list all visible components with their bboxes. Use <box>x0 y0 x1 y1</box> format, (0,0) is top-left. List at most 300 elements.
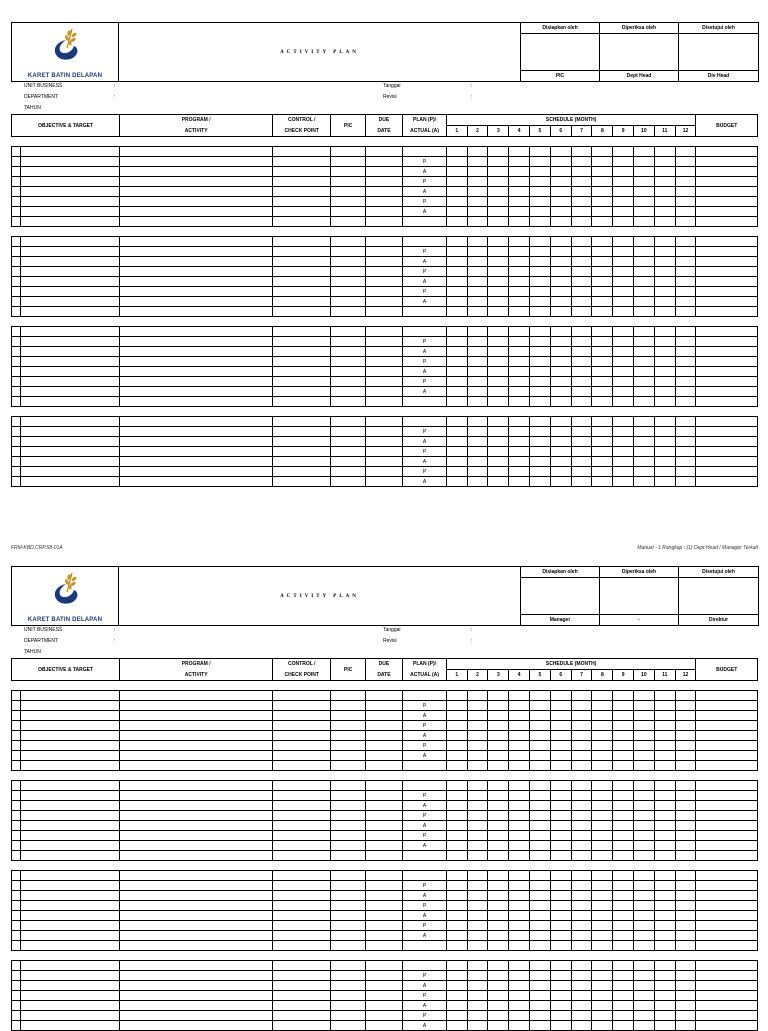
month-cell[interactable] <box>592 761 613 771</box>
budget-cell[interactable] <box>696 247 758 257</box>
month-cell[interactable] <box>613 1011 634 1021</box>
month-cell[interactable] <box>592 357 613 367</box>
row-marker-cell[interactable] <box>12 991 21 1001</box>
month-cell[interactable] <box>613 357 634 367</box>
month-cell[interactable] <box>675 1021 696 1031</box>
month-cell[interactable] <box>613 437 634 447</box>
month-cell[interactable] <box>488 337 509 347</box>
month-cell[interactable] <box>488 377 509 387</box>
month-cell[interactable] <box>592 931 613 941</box>
row-marker-cell[interactable] <box>12 477 21 487</box>
month-cell[interactable] <box>550 447 571 457</box>
month-cell[interactable] <box>550 941 571 951</box>
row-marker-cell[interactable] <box>12 457 21 467</box>
pic-cell[interactable] <box>331 167 365 177</box>
due-date-cell[interactable] <box>365 1011 402 1021</box>
month-cell[interactable] <box>550 731 571 741</box>
month-cell[interactable] <box>654 307 675 317</box>
month-cell[interactable] <box>613 177 634 187</box>
budget-cell[interactable] <box>696 1021 758 1031</box>
objective-cell[interactable] <box>21 971 120 981</box>
month-cell[interactable] <box>571 357 592 367</box>
month-cell[interactable] <box>550 327 571 337</box>
sig-box-checked[interactable] <box>600 34 679 71</box>
objective-cell[interactable] <box>21 327 120 337</box>
budget-cell[interactable] <box>696 437 758 447</box>
budget-cell[interactable] <box>696 337 758 347</box>
month-cell[interactable] <box>654 277 675 287</box>
due-date-cell[interactable] <box>365 427 402 437</box>
month-cell[interactable] <box>530 177 551 187</box>
program-cell[interactable] <box>120 891 273 901</box>
budget-cell[interactable] <box>696 801 758 811</box>
due-date-cell[interactable] <box>365 691 402 701</box>
month-cell[interactable] <box>592 741 613 751</box>
month-cell[interactable] <box>530 901 551 911</box>
month-cell[interactable] <box>675 691 696 701</box>
month-cell[interactable] <box>488 257 509 267</box>
month-cell[interactable] <box>654 197 675 207</box>
month-cell[interactable] <box>571 721 592 731</box>
program-cell[interactable] <box>120 931 273 941</box>
pic-cell[interactable] <box>331 447 365 457</box>
control-cell[interactable] <box>273 457 331 467</box>
due-date-cell[interactable] <box>365 781 402 791</box>
month-cell[interactable] <box>592 941 613 951</box>
budget-cell[interactable] <box>696 347 758 357</box>
control-cell[interactable] <box>273 991 331 1001</box>
objective-cell[interactable] <box>21 891 120 901</box>
month-cell[interactable] <box>509 197 530 207</box>
pic-cell[interactable] <box>331 257 365 267</box>
month-cell[interactable] <box>530 871 551 881</box>
month-cell[interactable] <box>467 287 488 297</box>
row-marker-cell[interactable] <box>12 437 21 447</box>
program-cell[interactable] <box>120 1001 273 1011</box>
month-cell[interactable] <box>488 327 509 337</box>
month-cell[interactable] <box>634 1011 655 1021</box>
month-cell[interactable] <box>571 257 592 267</box>
program-cell[interactable] <box>120 477 273 487</box>
month-cell[interactable] <box>592 367 613 377</box>
control-cell[interactable] <box>273 397 331 407</box>
budget-cell[interactable] <box>696 267 758 277</box>
month-cell[interactable] <box>467 721 488 731</box>
row-marker-cell[interactable] <box>12 147 21 157</box>
month-cell[interactable] <box>654 891 675 901</box>
month-cell[interactable] <box>446 921 467 931</box>
month-cell[interactable] <box>654 961 675 971</box>
month-cell[interactable] <box>467 711 488 721</box>
program-cell[interactable] <box>120 167 273 177</box>
month-cell[interactable] <box>592 297 613 307</box>
month-cell[interactable] <box>571 691 592 701</box>
due-date-cell[interactable] <box>365 981 402 991</box>
row-marker-cell[interactable] <box>12 981 21 991</box>
month-cell[interactable] <box>675 941 696 951</box>
month-cell[interactable] <box>446 791 467 801</box>
due-date-cell[interactable] <box>365 971 402 981</box>
month-cell[interactable] <box>446 177 467 187</box>
month-cell[interactable] <box>509 367 530 377</box>
objective-cell[interactable] <box>21 1001 120 1011</box>
month-cell[interactable] <box>634 701 655 711</box>
month-cell[interactable] <box>446 437 467 447</box>
plan-actual-cell[interactable] <box>403 851 447 861</box>
control-cell[interactable] <box>273 981 331 991</box>
objective-cell[interactable] <box>21 457 120 467</box>
program-cell[interactable] <box>120 851 273 861</box>
month-cell[interactable] <box>654 377 675 387</box>
budget-cell[interactable] <box>696 427 758 437</box>
budget-cell[interactable] <box>696 237 758 247</box>
month-cell[interactable] <box>571 791 592 801</box>
month-cell[interactable] <box>509 991 530 1001</box>
month-cell[interactable] <box>654 217 675 227</box>
due-date-cell[interactable] <box>365 167 402 177</box>
month-cell[interactable] <box>654 751 675 761</box>
program-cell[interactable] <box>120 871 273 881</box>
month-cell[interactable] <box>550 981 571 991</box>
month-cell[interactable] <box>571 147 592 157</box>
due-date-cell[interactable] <box>365 701 402 711</box>
month-cell[interactable] <box>634 871 655 881</box>
month-cell[interactable] <box>613 881 634 891</box>
month-cell[interactable] <box>654 457 675 467</box>
month-cell[interactable] <box>571 457 592 467</box>
control-cell[interactable] <box>273 157 331 167</box>
month-cell[interactable] <box>550 337 571 347</box>
month-cell[interactable] <box>509 931 530 941</box>
pic-cell[interactable] <box>331 691 365 701</box>
month-cell[interactable] <box>613 701 634 711</box>
month-cell[interactable] <box>571 801 592 811</box>
month-cell[interactable] <box>509 437 530 447</box>
month-cell[interactable] <box>467 791 488 801</box>
month-cell[interactable] <box>488 1001 509 1011</box>
program-cell[interactable] <box>120 711 273 721</box>
month-cell[interactable] <box>467 167 488 177</box>
month-cell[interactable] <box>675 457 696 467</box>
month-cell[interactable] <box>467 911 488 921</box>
due-date-cell[interactable] <box>365 811 402 821</box>
month-cell[interactable] <box>446 761 467 771</box>
month-cell[interactable] <box>634 721 655 731</box>
due-date-cell[interactable] <box>365 287 402 297</box>
pic-cell[interactable] <box>331 477 365 487</box>
plan-actual-cell[interactable] <box>403 781 447 791</box>
month-cell[interactable] <box>634 911 655 921</box>
row-marker-cell[interactable] <box>12 157 21 167</box>
program-cell[interactable] <box>120 267 273 277</box>
month-cell[interactable] <box>550 761 571 771</box>
budget-cell[interactable] <box>696 1001 758 1011</box>
pic-cell[interactable] <box>331 357 365 367</box>
month-cell[interactable] <box>675 217 696 227</box>
objective-cell[interactable] <box>21 831 120 841</box>
objective-cell[interactable] <box>21 881 120 891</box>
month-cell[interactable] <box>488 417 509 427</box>
program-cell[interactable] <box>120 187 273 197</box>
program-cell[interactable] <box>120 257 273 267</box>
program-cell[interactable] <box>120 387 273 397</box>
month-cell[interactable] <box>592 981 613 991</box>
program-cell[interactable] <box>120 327 273 337</box>
month-cell[interactable] <box>675 197 696 207</box>
month-cell[interactable] <box>592 337 613 347</box>
month-cell[interactable] <box>654 417 675 427</box>
month-cell[interactable] <box>550 921 571 931</box>
month-cell[interactable] <box>571 157 592 167</box>
month-cell[interactable] <box>613 337 634 347</box>
month-cell[interactable] <box>488 347 509 357</box>
objective-cell[interactable] <box>21 177 120 187</box>
month-cell[interactable] <box>654 167 675 177</box>
control-cell[interactable] <box>273 1011 331 1021</box>
due-date-cell[interactable] <box>365 467 402 477</box>
month-cell[interactable] <box>488 147 509 157</box>
control-cell[interactable] <box>273 971 331 981</box>
month-cell[interactable] <box>467 477 488 487</box>
pic-cell[interactable] <box>331 377 365 387</box>
pic-cell[interactable] <box>331 881 365 891</box>
objective-cell[interactable] <box>21 991 120 1001</box>
month-cell[interactable] <box>634 377 655 387</box>
month-cell[interactable] <box>550 701 571 711</box>
month-cell[interactable] <box>467 377 488 387</box>
month-cell[interactable] <box>530 721 551 731</box>
month-cell[interactable] <box>613 297 634 307</box>
month-cell[interactable] <box>613 941 634 951</box>
program-cell[interactable] <box>120 841 273 851</box>
month-cell[interactable] <box>550 781 571 791</box>
month-cell[interactable] <box>613 731 634 741</box>
month-cell[interactable] <box>509 287 530 297</box>
month-cell[interactable] <box>446 731 467 741</box>
month-cell[interactable] <box>675 961 696 971</box>
month-cell[interactable] <box>488 721 509 731</box>
month-cell[interactable] <box>571 327 592 337</box>
month-cell[interactable] <box>488 167 509 177</box>
plan-actual-cell[interactable] <box>403 397 447 407</box>
objective-cell[interactable] <box>21 981 120 991</box>
month-cell[interactable] <box>467 187 488 197</box>
month-cell[interactable] <box>613 721 634 731</box>
pic-cell[interactable] <box>331 711 365 721</box>
month-cell[interactable] <box>654 347 675 357</box>
month-cell[interactable] <box>530 147 551 157</box>
pic-cell[interactable] <box>331 791 365 801</box>
control-cell[interactable] <box>273 841 331 851</box>
month-cell[interactable] <box>446 267 467 277</box>
program-cell[interactable] <box>120 417 273 427</box>
month-cell[interactable] <box>634 437 655 447</box>
month-cell[interactable] <box>488 237 509 247</box>
month-cell[interactable] <box>509 691 530 701</box>
month-cell[interactable] <box>571 377 592 387</box>
month-cell[interactable] <box>592 207 613 217</box>
control-cell[interactable] <box>273 781 331 791</box>
month-cell[interactable] <box>675 721 696 731</box>
month-cell[interactable] <box>592 277 613 287</box>
month-cell[interactable] <box>571 1001 592 1011</box>
month-cell[interactable] <box>467 437 488 447</box>
month-cell[interactable] <box>675 437 696 447</box>
due-date-cell[interactable] <box>365 207 402 217</box>
month-cell[interactable] <box>446 297 467 307</box>
month-cell[interactable] <box>550 277 571 287</box>
month-cell[interactable] <box>509 831 530 841</box>
pic-cell[interactable] <box>331 397 365 407</box>
objective-cell[interactable] <box>21 941 120 951</box>
month-cell[interactable] <box>592 307 613 317</box>
month-cell[interactable] <box>446 711 467 721</box>
month-cell[interactable] <box>509 337 530 347</box>
sig-box-prepared[interactable] <box>521 34 600 71</box>
due-date-cell[interactable] <box>365 871 402 881</box>
month-cell[interactable] <box>634 851 655 861</box>
month-cell[interactable] <box>446 277 467 287</box>
month-cell[interactable] <box>675 467 696 477</box>
month-cell[interactable] <box>530 327 551 337</box>
program-cell[interactable] <box>120 337 273 347</box>
pic-cell[interactable] <box>331 941 365 951</box>
month-cell[interactable] <box>550 417 571 427</box>
month-cell[interactable] <box>550 1001 571 1011</box>
objective-cell[interactable] <box>21 871 120 881</box>
month-cell[interactable] <box>446 377 467 387</box>
month-cell[interactable] <box>613 821 634 831</box>
pic-cell[interactable] <box>331 851 365 861</box>
due-date-cell[interactable] <box>365 741 402 751</box>
month-cell[interactable] <box>509 781 530 791</box>
month-cell[interactable] <box>634 711 655 721</box>
month-cell[interactable] <box>509 731 530 741</box>
month-cell[interactable] <box>530 207 551 217</box>
budget-cell[interactable] <box>696 931 758 941</box>
month-cell[interactable] <box>634 267 655 277</box>
month-cell[interactable] <box>488 277 509 287</box>
month-cell[interactable] <box>592 467 613 477</box>
month-cell[interactable] <box>634 971 655 981</box>
month-cell[interactable] <box>530 911 551 921</box>
month-cell[interactable] <box>509 811 530 821</box>
objective-cell[interactable] <box>21 447 120 457</box>
month-cell[interactable] <box>509 881 530 891</box>
month-cell[interactable] <box>530 247 551 257</box>
program-cell[interactable] <box>120 147 273 157</box>
program-cell[interactable] <box>120 177 273 187</box>
control-cell[interactable] <box>273 911 331 921</box>
control-cell[interactable] <box>273 711 331 721</box>
month-cell[interactable] <box>446 367 467 377</box>
month-cell[interactable] <box>530 841 551 851</box>
pic-cell[interactable] <box>331 961 365 971</box>
objective-cell[interactable] <box>21 921 120 931</box>
pic-cell[interactable] <box>331 267 365 277</box>
month-cell[interactable] <box>467 961 488 971</box>
budget-cell[interactable] <box>696 701 758 711</box>
budget-cell[interactable] <box>696 811 758 821</box>
month-cell[interactable] <box>613 477 634 487</box>
month-cell[interactable] <box>613 761 634 771</box>
month-cell[interactable] <box>530 781 551 791</box>
pic-cell[interactable] <box>331 741 365 751</box>
month-cell[interactable] <box>634 811 655 821</box>
due-date-cell[interactable] <box>365 731 402 741</box>
month-cell[interactable] <box>530 731 551 741</box>
month-cell[interactable] <box>467 277 488 287</box>
month-cell[interactable] <box>675 731 696 741</box>
control-cell[interactable] <box>273 731 331 741</box>
due-date-cell[interactable] <box>365 841 402 851</box>
month-cell[interactable] <box>530 961 551 971</box>
row-marker-cell[interactable] <box>12 447 21 457</box>
month-cell[interactable] <box>571 247 592 257</box>
program-cell[interactable] <box>120 307 273 317</box>
month-cell[interactable] <box>571 871 592 881</box>
row-marker-cell[interactable] <box>12 831 21 841</box>
program-cell[interactable] <box>120 981 273 991</box>
month-cell[interactable] <box>634 287 655 297</box>
month-cell[interactable] <box>488 991 509 1001</box>
month-cell[interactable] <box>592 397 613 407</box>
month-cell[interactable] <box>467 267 488 277</box>
month-cell[interactable] <box>467 901 488 911</box>
month-cell[interactable] <box>571 841 592 851</box>
month-cell[interactable] <box>654 831 675 841</box>
month-cell[interactable] <box>530 257 551 267</box>
month-cell[interactable] <box>509 347 530 357</box>
program-cell[interactable] <box>120 731 273 741</box>
month-cell[interactable] <box>530 941 551 951</box>
month-cell[interactable] <box>571 477 592 487</box>
month-cell[interactable] <box>613 991 634 1001</box>
month-cell[interactable] <box>488 791 509 801</box>
month-cell[interactable] <box>634 147 655 157</box>
objective-cell[interactable] <box>21 257 120 267</box>
month-cell[interactable] <box>530 477 551 487</box>
objective-cell[interactable] <box>21 187 120 197</box>
month-cell[interactable] <box>571 761 592 771</box>
month-cell[interactable] <box>550 741 571 751</box>
month-cell[interactable] <box>654 387 675 397</box>
row-marker-cell[interactable] <box>12 1011 21 1021</box>
row-marker-cell[interactable] <box>12 921 21 931</box>
month-cell[interactable] <box>488 197 509 207</box>
month-cell[interactable] <box>488 217 509 227</box>
month-cell[interactable] <box>530 217 551 227</box>
plan-actual-cell[interactable] <box>403 327 447 337</box>
month-cell[interactable] <box>571 177 592 187</box>
month-cell[interactable] <box>550 477 571 487</box>
program-cell[interactable] <box>120 1011 273 1021</box>
row-marker-cell[interactable] <box>12 357 21 367</box>
month-cell[interactable] <box>592 751 613 761</box>
objective-cell[interactable] <box>21 761 120 771</box>
row-marker-cell[interactable] <box>12 971 21 981</box>
pic-cell[interactable] <box>331 1021 365 1031</box>
month-cell[interactable] <box>488 691 509 701</box>
month-cell[interactable] <box>488 387 509 397</box>
month-cell[interactable] <box>509 277 530 287</box>
month-cell[interactable] <box>613 457 634 467</box>
month-cell[interactable] <box>467 237 488 247</box>
month-cell[interactable] <box>592 811 613 821</box>
month-cell[interactable] <box>634 801 655 811</box>
month-cell[interactable] <box>446 467 467 477</box>
month-cell[interactable] <box>592 791 613 801</box>
